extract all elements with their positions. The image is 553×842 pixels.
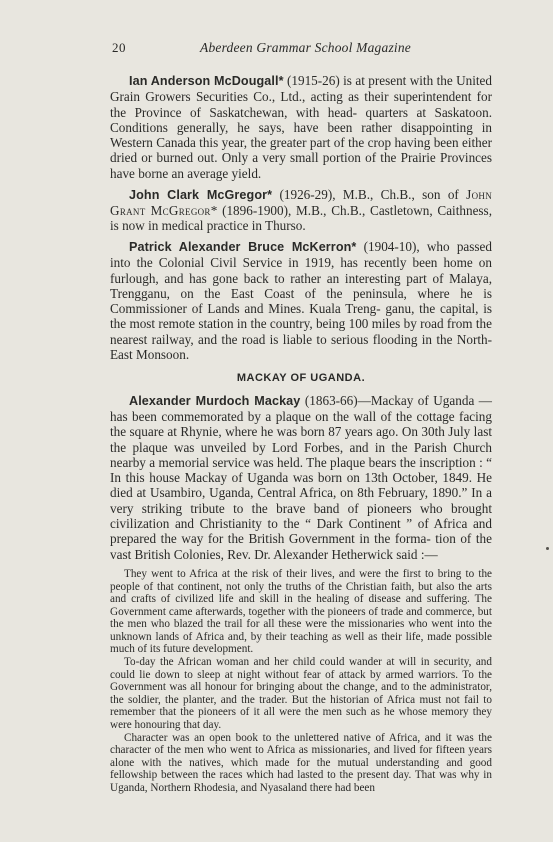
quote-paragraph: They went to Africa at the risk of their lives, and were the first to bring to the people of that continent, not only the truths of the Christian faith, but also the arts and crafts of civilized life and skill in the healing of disease and suffering. The Government came afterwards, together with the pioneers of trade and commerce, but the men who blazed the trail for all these were the missionaries who went into the unknown lands of Africa and, by their teaching as well as their life, made possible much of its future development. — [110, 567, 492, 656]
paragraph-text: (1904-10), who passed into the Colonial Civil Service in 1919, has recently been home on furlough, and has gone back to rather an interesting part of Malaya, Trengganu, on the East Coast of the peninsula, where he is Commissioner of Lands and Mines. Kuala Treng- ganu, the capital, is the most remote station in the country, being 100 miles by road from the nearest railway, and the road is liable to serious flooding in the North-East Monsoon. — [110, 238, 492, 363]
journal-title: Aberdeen Grammar School Magazine — [200, 40, 411, 55]
person-name: Ian Anderson McDougall* — [129, 74, 284, 88]
paragraph-text: (1915-26) is at present with the United Grain Growers Securities Co., Ltd., acting as their superintendent for the Province of Saskatchewan, with head- quarters at Saskatoon. Conditions generally, he says, have been rather disappointing in Western Canada this year, the greater part of the crop having been either dried or burned out. Only a very small portion of the Prairie Provinces have borne an average yield. — [110, 73, 492, 181]
paragraph-text: (1926-29), M.B., Ch.B., son of — [272, 186, 467, 202]
paragraph-mackay — [110, 393, 492, 562]
quote-paragraph: To-day the African woman and her child could wander at will in security, and could lie down to sleep at night without fear of attack by armed warriors. To the Government was all honour for bringing about the change, and to the administrator, the soldier, the planter, and the trader. But the historian of Africa must not fail to remember that the pioneers of it all were the men such as he whose memory they were honouring that day. — [110, 656, 492, 732]
person-name-smallcaps: John Grant McGregor — [110, 186, 493, 218]
paragraph-text: * (1896-1900), M.B., Ch.B., Castletown, Caithness, is now in medical practice in Thurso. — [110, 202, 492, 234]
person-name: John Clark McGregor* — [129, 187, 273, 202]
paragraph-mcgregor — [110, 187, 492, 234]
paragraph-text: (1863-66)—Mackay of Uganda —has been commemorated by a plaque on the wall of the cottage facing the square at Rhynie, where he was born 87 years ago. On 30th July last the plaque was unveiled by Lord Forbes, and in the Parish Church nearby a memorial service was held. The plaque bears the inscription : “ In this house Mackay of Uganda was born on 13th October, 1849. He died at Usambiro, Uganda, Central Africa, on 8th February, 1890.” In a very striking tribute to the brave band of pioneers who brought civilization and Christianity to the “ Dark Continent ” of Africa and prepared the way for the British Government in the forma- tion of the vast British Colonies, Rev. Dr. Alexander Hetherwick said :— — [110, 392, 492, 562]
page-number: 20 — [112, 40, 126, 55]
quote-paragraph: Character was an open book to the unlettered native of Africa, and it was the character of the men who went to Africa as missionaries, and lived for fifteen years alone with the natives, which made for the mutual understanding and good fellowship between the races which had lasted to the present day. That was why in Uganda, Northern Rhodesia, and Nyasaland there had been — [110, 731, 492, 794]
block-quote — [110, 568, 492, 795]
running-head — [112, 40, 492, 58]
paragraph-mcdougall — [110, 73, 492, 181]
article-body — [110, 73, 492, 795]
page-edge-speck — [546, 547, 549, 550]
person-name: Alexander Murdoch Mackay — [129, 393, 301, 408]
paragraph-mckerron — [110, 239, 492, 362]
person-name: Patrick Alexander Bruce McKerron* — [129, 239, 357, 254]
section-heading: MACKAY OF UGANDA. — [236, 372, 366, 385]
